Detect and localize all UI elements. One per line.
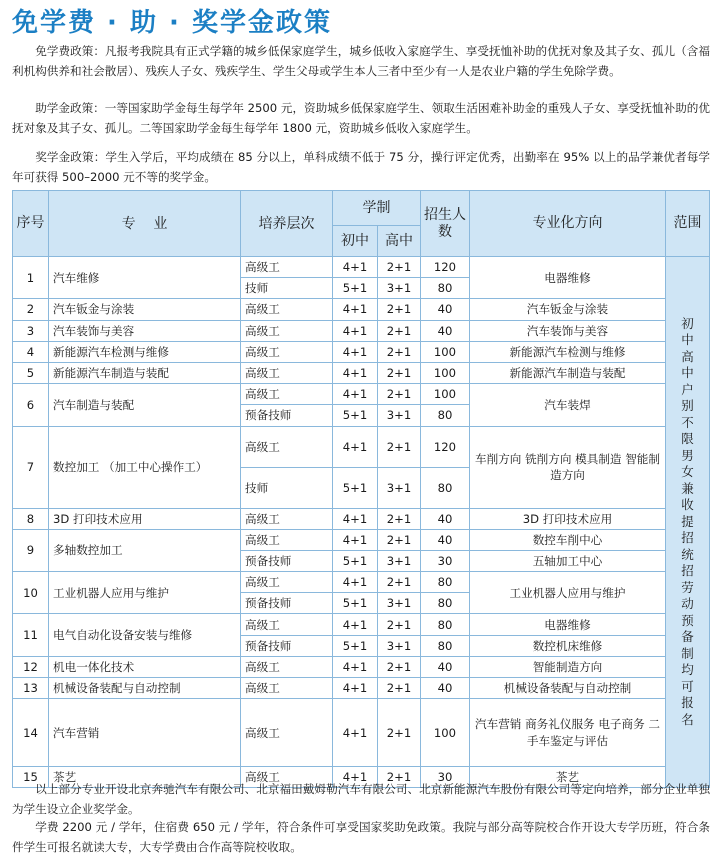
header-major: 专 业 bbox=[49, 191, 241, 257]
row-junior: 4+1 bbox=[333, 699, 378, 767]
fees-note: 学费 2200 元 / 学年，住宿费 650 元 / 学年，符合条件可享受国家奖助免政策。我院与部分高等院校合作开设大专学历班，符合条件学生可报名就读大专，大专学费由合作高等院校收取。 bbox=[12, 820, 710, 854]
row-junior: 4+1 bbox=[333, 257, 378, 278]
row-quota: 40 bbox=[421, 320, 470, 341]
row-junior: 5+1 bbox=[333, 405, 378, 426]
row-senior: 2+1 bbox=[378, 767, 421, 788]
row-no: 6 bbox=[13, 384, 49, 426]
row-major: 茶艺 bbox=[49, 767, 241, 788]
row-level: 高级工 bbox=[241, 699, 333, 767]
row-no: 13 bbox=[13, 678, 49, 699]
page-title: 免学费 · 助 · 奖学金政策 bbox=[12, 8, 332, 38]
row-direction: 新能源汽车检测与维修 bbox=[470, 341, 666, 362]
row-junior: 4+1 bbox=[333, 614, 378, 635]
tuition-free-policy: 免学费政策：凡报考我院具有正式学籍的城乡低保家庭学生，城乡低收入家庭学生、享受抚恤补助的优抚对象及其子女、孤儿（含福利机构供养和社会散居）、残疾人子女、残疾学生、学生父母或学生本人三者中至少有一人是农业户籍的学生免除学费。 bbox=[12, 44, 710, 78]
row-major: 数控加工 （加工中心操作工） bbox=[49, 426, 241, 508]
row-level: 高级工 bbox=[241, 656, 333, 677]
row-level: 高级工 bbox=[241, 341, 333, 362]
row-junior: 4+1 bbox=[333, 767, 378, 788]
header-junior: 初中 bbox=[333, 226, 378, 257]
row-quota: 40 bbox=[421, 529, 470, 550]
row-junior: 5+1 bbox=[333, 278, 378, 299]
row-major: 新能源汽车制造与装配 bbox=[49, 362, 241, 383]
row-no: 11 bbox=[13, 614, 49, 656]
row-quota: 100 bbox=[421, 341, 470, 362]
header-duration: 学制 bbox=[333, 191, 421, 226]
scope-text: 初中高中 户别不限 男女兼收 提招统招 劳动预备制 均可报名 bbox=[681, 315, 694, 727]
row-direction: 工业机器人应用与维护 bbox=[470, 572, 666, 614]
header-senior: 高中 bbox=[378, 226, 421, 257]
row-junior: 4+1 bbox=[333, 320, 378, 341]
header-direction: 专业化方向 bbox=[470, 191, 666, 257]
row-junior: 5+1 bbox=[333, 593, 378, 614]
row-junior: 4+1 bbox=[333, 362, 378, 383]
row-quota: 80 bbox=[421, 614, 470, 635]
row-level: 技师 bbox=[241, 278, 333, 299]
row-level: 高级工 bbox=[241, 614, 333, 635]
row-junior: 4+1 bbox=[333, 656, 378, 677]
row-quota: 80 bbox=[421, 278, 470, 299]
row-junior: 4+1 bbox=[333, 384, 378, 405]
row-senior: 3+1 bbox=[378, 278, 421, 299]
row-quota: 120 bbox=[421, 257, 470, 278]
row-level: 高级工 bbox=[241, 362, 333, 383]
table-row bbox=[13, 299, 710, 320]
row-direction: 数控车削中心 bbox=[470, 529, 666, 550]
row-quota: 80 bbox=[421, 572, 470, 593]
row-no: 4 bbox=[13, 341, 49, 362]
row-no: 3 bbox=[13, 320, 49, 341]
row-junior: 4+1 bbox=[333, 529, 378, 550]
row-senior: 3+1 bbox=[378, 593, 421, 614]
row-senior: 2+1 bbox=[378, 614, 421, 635]
row-no: 1 bbox=[13, 257, 49, 299]
row-level: 预备技师 bbox=[241, 635, 333, 656]
row-quota: 80 bbox=[421, 593, 470, 614]
row-senior: 2+1 bbox=[378, 508, 421, 529]
table-row bbox=[13, 529, 710, 550]
row-senior: 2+1 bbox=[378, 320, 421, 341]
row-level: 高级工 bbox=[241, 257, 333, 278]
header-no: 序号 bbox=[13, 191, 49, 257]
table-row bbox=[13, 656, 710, 677]
row-major: 汽车营销 bbox=[49, 699, 241, 767]
row-direction: 电器维修 bbox=[470, 257, 666, 299]
row-direction: 车削方向 铣削方向 模具制造 智能制造方向 bbox=[470, 426, 666, 508]
row-major: 汽车制造与装配 bbox=[49, 384, 241, 426]
row-major: 汽车钣金与涂装 bbox=[49, 299, 241, 320]
row-no: 9 bbox=[13, 529, 49, 571]
row-senior: 2+1 bbox=[378, 362, 421, 383]
table-row bbox=[13, 699, 710, 767]
row-direction: 汽车钣金与涂装 bbox=[470, 299, 666, 320]
row-level: 预备技师 bbox=[241, 405, 333, 426]
table-row bbox=[13, 426, 710, 467]
table-row bbox=[13, 614, 710, 635]
row-level: 预备技师 bbox=[241, 550, 333, 571]
row-junior: 4+1 bbox=[333, 341, 378, 362]
header-level: 培养层次 bbox=[241, 191, 333, 257]
row-quota: 40 bbox=[421, 678, 470, 699]
row-major: 电气自动化设备安装与维修 bbox=[49, 614, 241, 656]
row-no: 14 bbox=[13, 699, 49, 767]
row-quota: 80 bbox=[421, 405, 470, 426]
row-level: 高级工 bbox=[241, 508, 333, 529]
majors-table-body bbox=[13, 257, 710, 788]
row-direction: 数控机床维修 bbox=[470, 635, 666, 656]
table-row bbox=[13, 384, 710, 405]
row-senior: 3+1 bbox=[378, 635, 421, 656]
row-major: 3D 打印技术应用 bbox=[49, 508, 241, 529]
row-direction: 汽车营销 商务礼仪服务 电子商务 二手车鉴定与评估 bbox=[470, 699, 666, 767]
table-row bbox=[13, 678, 710, 699]
row-direction: 汽车装焊 bbox=[470, 384, 666, 426]
row-quota: 80 bbox=[421, 635, 470, 656]
row-senior: 2+1 bbox=[378, 529, 421, 550]
row-level: 技师 bbox=[241, 467, 333, 508]
row-direction: 五轴加工中心 bbox=[470, 550, 666, 571]
row-senior: 2+1 bbox=[378, 384, 421, 405]
row-major: 汽车维修 bbox=[49, 257, 241, 299]
scholarship-policy: 奖学金政策：学生入学后，平均成绩在 85 分以上，单科成绩不低于 75 分，操行评定优秀，出勤率在 95% 以上的品学兼优者每学年可获得 500–2000 元不等的奖学金。 bbox=[12, 150, 710, 184]
row-no: 15 bbox=[13, 767, 49, 788]
row-quota: 40 bbox=[421, 508, 470, 529]
header-quota: 招生人数 bbox=[421, 191, 470, 257]
row-no: 7 bbox=[13, 426, 49, 508]
row-direction: 新能源汽车制造与装配 bbox=[470, 362, 666, 383]
row-major: 机械设备装配与自动控制 bbox=[49, 678, 241, 699]
row-senior: 3+1 bbox=[378, 550, 421, 571]
row-direction: 智能制造方向 bbox=[470, 656, 666, 677]
row-junior: 4+1 bbox=[333, 678, 378, 699]
table-row bbox=[13, 320, 710, 341]
row-level: 高级工 bbox=[241, 299, 333, 320]
row-senior: 2+1 bbox=[378, 572, 421, 593]
row-level: 高级工 bbox=[241, 572, 333, 593]
row-senior: 3+1 bbox=[378, 405, 421, 426]
scope-cell bbox=[666, 257, 710, 788]
row-junior: 5+1 bbox=[333, 635, 378, 656]
table-row bbox=[13, 257, 710, 278]
row-no: 10 bbox=[13, 572, 49, 614]
row-direction: 机械设备装配与自动控制 bbox=[470, 678, 666, 699]
row-quota: 30 bbox=[421, 767, 470, 788]
table-row bbox=[13, 362, 710, 383]
row-senior: 2+1 bbox=[378, 299, 421, 320]
row-direction: 茶艺 bbox=[470, 767, 666, 788]
row-quota: 100 bbox=[421, 699, 470, 767]
row-no: 8 bbox=[13, 508, 49, 529]
row-junior: 4+1 bbox=[333, 508, 378, 529]
row-major: 机电一体化技术 bbox=[49, 656, 241, 677]
row-level: 预备技师 bbox=[241, 593, 333, 614]
row-major: 工业机器人应用与维护 bbox=[49, 572, 241, 614]
row-junior: 4+1 bbox=[333, 572, 378, 593]
row-quota: 40 bbox=[421, 656, 470, 677]
row-senior: 2+1 bbox=[378, 257, 421, 278]
row-senior: 2+1 bbox=[378, 699, 421, 767]
table-row bbox=[13, 572, 710, 593]
partners-note: 以上部分专业开设北京奔驰汽车有限公司、北京福田戴姆勒汽车有限公司、北京新能源汽车股份有限公司等定向培养，部分企业单独为学生设立企业奖学金。 bbox=[12, 782, 710, 816]
grant-policy: 助学金政策：一等国家助学金每生每学年 2500 元，资助城乡低保家庭学生、领取生活困难补助金的重残人子女、享受抚恤补助的优抚对象及其子女、孤儿。二等国家助学金每生每学年 1800 元，资助城乡低收入家庭学生。 bbox=[12, 101, 710, 135]
row-senior: 3+1 bbox=[378, 467, 421, 508]
row-senior: 2+1 bbox=[378, 341, 421, 362]
row-level: 高级工 bbox=[241, 529, 333, 550]
row-level: 高级工 bbox=[241, 767, 333, 788]
row-junior: 4+1 bbox=[333, 426, 378, 467]
table-row bbox=[13, 341, 710, 362]
row-senior: 2+1 bbox=[378, 426, 421, 467]
row-major: 多轴数控加工 bbox=[49, 529, 241, 571]
header-scope: 范围 bbox=[666, 191, 710, 257]
row-junior: 4+1 bbox=[333, 299, 378, 320]
row-level: 高级工 bbox=[241, 320, 333, 341]
row-quota: 30 bbox=[421, 550, 470, 571]
row-senior: 2+1 bbox=[378, 678, 421, 699]
row-junior: 5+1 bbox=[333, 550, 378, 571]
row-quota: 80 bbox=[421, 467, 470, 508]
row-major: 新能源汽车检测与维修 bbox=[49, 341, 241, 362]
row-no: 2 bbox=[13, 299, 49, 320]
row-major: 汽车装饰与美容 bbox=[49, 320, 241, 341]
row-level: 高级工 bbox=[241, 426, 333, 467]
row-quota: 120 bbox=[421, 426, 470, 467]
row-quota: 100 bbox=[421, 384, 470, 405]
row-direction: 汽车装饰与美容 bbox=[470, 320, 666, 341]
row-direction: 电器维修 bbox=[470, 614, 666, 635]
row-quota: 100 bbox=[421, 362, 470, 383]
row-no: 12 bbox=[13, 656, 49, 677]
row-senior: 2+1 bbox=[378, 656, 421, 677]
row-level: 高级工 bbox=[241, 384, 333, 405]
majors-table bbox=[12, 190, 710, 788]
row-junior: 5+1 bbox=[333, 467, 378, 508]
row-level: 高级工 bbox=[241, 678, 333, 699]
row-direction: 3D 打印技术应用 bbox=[470, 508, 666, 529]
row-quota: 40 bbox=[421, 299, 470, 320]
table-row bbox=[13, 508, 710, 529]
row-no: 5 bbox=[13, 362, 49, 383]
